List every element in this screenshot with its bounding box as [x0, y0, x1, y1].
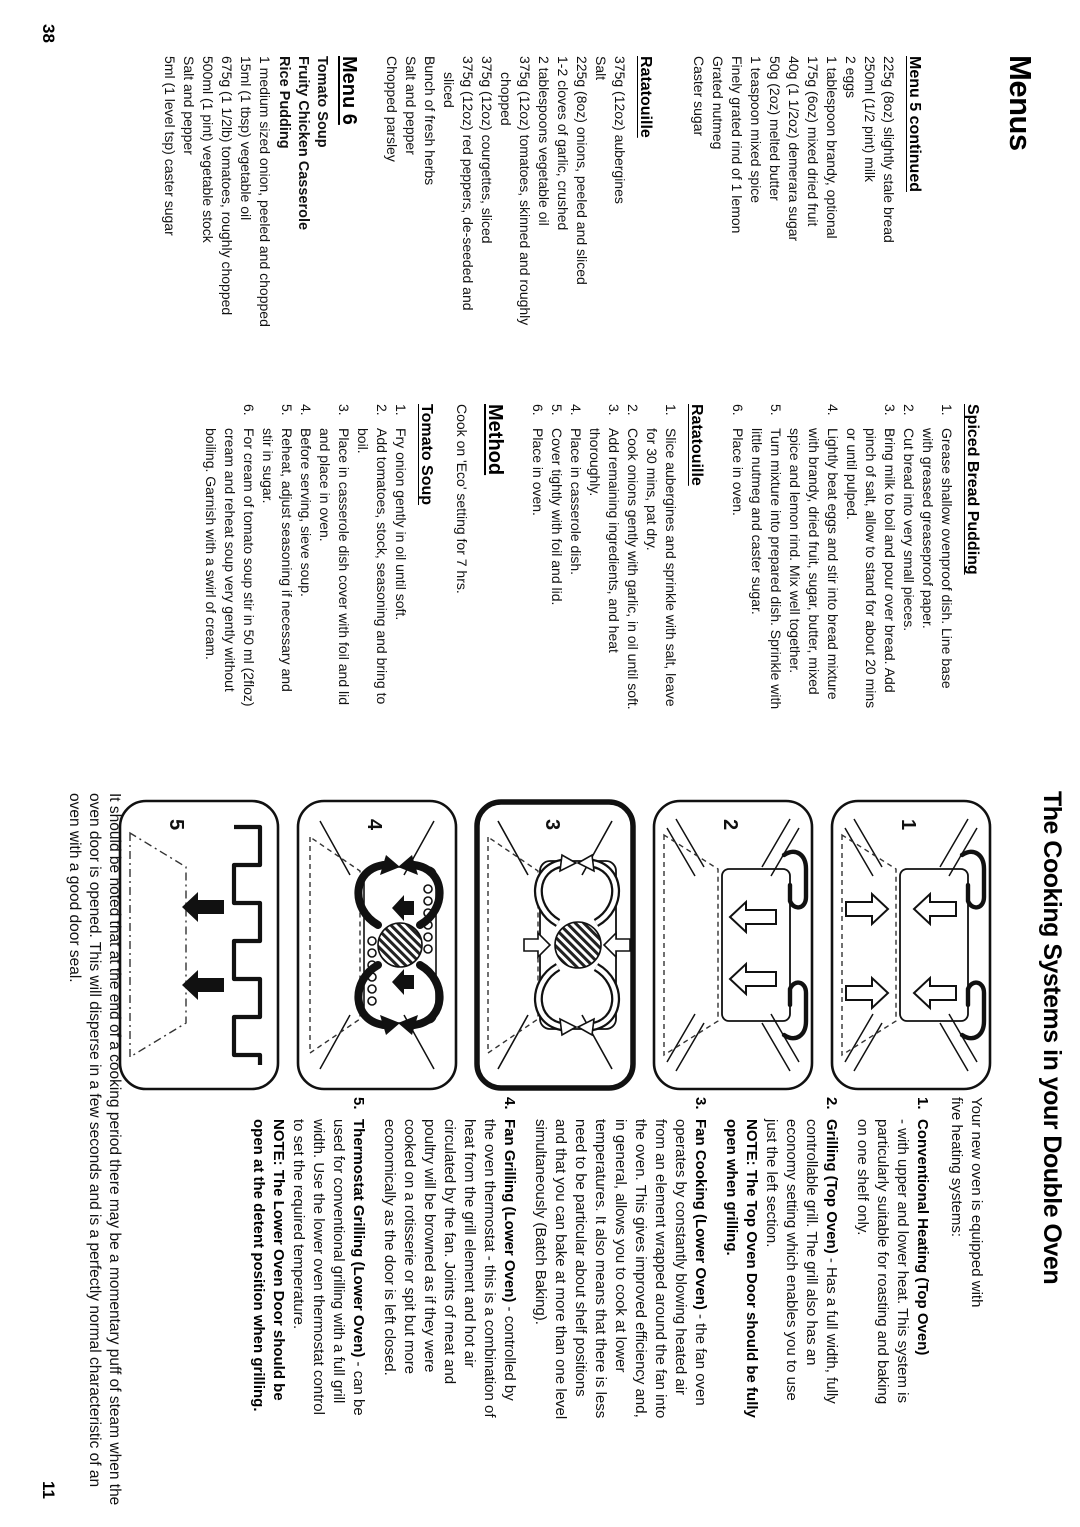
recipe-step: 5. Cover tightly with foil and lid. — [549, 404, 565, 606]
tomato-soup-ingredient-list — [160, 56, 274, 332]
ingredient: 500ml (1 pint) vegetable stock — [200, 56, 216, 243]
diagram-number: 1 — [897, 819, 919, 831]
ingredient: 1 medium sized onion, peeled and chopped — [257, 56, 273, 327]
page-number-11: 11 — [39, 1481, 58, 1499]
ingredient: Caster sugar — [691, 56, 707, 137]
menu5-ingredient-list — [689, 56, 898, 332]
ingredient: 2 tablespoons vegetable oil — [536, 56, 552, 226]
ingredient: Salt — [593, 56, 609, 81]
ingredient: 40g (1 1/2oz) demerara sugar — [786, 56, 802, 242]
fan-icon — [378, 923, 422, 967]
system-thermostat-grilling: 5. Thermostat Grilling (Lower Oven) - can be used for conventional grilling with a full grill width. Use the lower oven thermostat control to set the required temperature. NOTE: The Lower Oven Door should be open at the detent position when grilling. — [250, 1097, 367, 1416]
page-title-menus: Menus — [1003, 55, 1038, 151]
system-fan-grilling: 4. Fan Grilling (Lower Oven) - controlled by the oven thermostat - this is a combination of heat from the grill element and hot air circulated by the fan. Joints of meat and poultry will be browned as if they were cooked on a rotisserie or spit but more economically as the door is left closed. — [381, 1097, 518, 1418]
oven-diagram-conventional-heating — [828, 797, 994, 1093]
ratatouille-method-heading: Ratatouille — [688, 404, 705, 486]
ingredient: 2 eggs — [843, 56, 859, 99]
fan-icon — [555, 922, 601, 968]
page-38-menus — [0, 0, 1080, 763]
spiced-bread-pudding-heading: Spiced Bread Pudding — [964, 404, 981, 575]
oven-diagram-fan-grilling — [294, 797, 460, 1093]
oven-diagram-grilling — [650, 797, 816, 1093]
recipe-step: 2. Add tomatoes, stock, seasoning and bring to boil. — [355, 404, 390, 705]
diagram-number: 4 — [363, 819, 385, 831]
recipe-step: 1. Slice aubergines and sprinkle with salt, leave for 30 mins, pat dry. — [644, 404, 679, 707]
diagram-number: 3 — [541, 819, 563, 831]
ingredient: Bunch of fresh herbs — [422, 56, 438, 186]
oven-diagram-fan-cooking — [472, 797, 638, 1093]
steam-footnote: It should be noted that at the end of a cooking period there may be a momentary puff of steam when the oven door is opened. This will disperse in a few seconds and is a perfectly normal characteristic of an oven with a good door seal. — [66, 793, 123, 1506]
recipe-step: 4. Before serving, sieve soup. — [298, 404, 314, 597]
eco-setting-note: Cook on 'Eco' setting for 7 hrs. — [454, 404, 470, 594]
recipe-step: 2. Cut bread into very small pieces. — [901, 404, 917, 632]
ingredient: 375g (12oz) aubergines — [612, 56, 628, 204]
ingredient: 675g (1 1/2lb) tomatoes, roughly chopped — [219, 56, 235, 316]
method-heading: Method — [484, 404, 506, 476]
recipe-step: 3. Bring milk to boil and pour over bread. Add pinch of salt, allow to stand for about 20 mins or until pulped. — [844, 404, 898, 709]
recipe-step: 4. Place in casserole dish. — [568, 404, 584, 576]
ingredient: 175g (6oz) mixed dried fruit — [805, 56, 821, 227]
ratatouille-steps — [528, 404, 680, 710]
ingredient: 250ml (1/2 pint) milk — [862, 56, 878, 183]
page38-right-column — [201, 404, 982, 710]
recipe-step: 5. Reheat, adjust seasoning if necessary and stir in sugar. — [260, 404, 295, 692]
menu-dish: Tomato Soup — [314, 56, 330, 148]
grilling-icon — [650, 797, 816, 1093]
ingredient: 15ml (1 tbsp) vegetable oil — [238, 56, 254, 221]
ingredient: 1 tablespoon brandy, optional — [824, 56, 840, 239]
page-11-cooking-systems — [0, 763, 1080, 1527]
tomato-soup-method-heading: Tomato Soup — [418, 404, 435, 506]
ingredient: Grated nutmeg — [710, 56, 726, 150]
menu6-dish-list — [274, 56, 331, 332]
conventional-heating-icon — [828, 797, 994, 1093]
heating-systems-list — [237, 1097, 932, 1421]
ingredient: 225g (8oz) onions, peeled and sliced — [574, 56, 590, 285]
diagram-number: 5 — [165, 819, 187, 831]
ingredient: Finely grated rind of 1 lemon — [729, 56, 745, 234]
ingredient: 5ml (1 level tsp) caster sugar — [162, 56, 178, 236]
ratatouille-ingredient-list — [382, 56, 629, 332]
ingredient: Salt and pepper — [181, 56, 197, 155]
recipe-step: 5. Turn mixture into prepared dish. Sprinkle with little nutmeg and caster sugar. — [749, 404, 784, 710]
recipe-step: 6. For cream of tomato soup stir in 50 ml (2floz) cream and reheat soup very gently without boiling. Garnish with a swirl of cream. — [203, 404, 257, 707]
menu6-heading: Menu 6 — [338, 56, 360, 125]
ingredient: 1 teaspoon mixed spice — [748, 56, 764, 204]
system-conventional-heating: 1. Conventional Heating (Top Oven) - with upper and lower heat. This system is particularly suitable for roasting and baking on one shelf only. — [854, 1097, 931, 1405]
thermostat-grilling-icon — [116, 797, 282, 1093]
recipe-step: 1. Fry onion gently in oil until soft. — [393, 404, 409, 621]
recipe-step: 1. Grease shallow ovenproof dish. Line base with greased greaseproof paper. — [920, 404, 955, 689]
intro-text: Your new oven is equipped with five heating systems: — [948, 1097, 985, 1308]
menu-dish: Rice Pudding — [276, 56, 292, 149]
ratatouille-heading: Ratatouille — [637, 56, 654, 138]
recipe-step: 6. Place in oven. — [730, 404, 746, 516]
ingredient: 50g (2oz) melted butter — [767, 56, 783, 201]
ingredient: 375g (12oz) red peppers, de-seeded and sliced — [441, 56, 476, 311]
menu5-continued-heading: Menu 5 continued — [906, 56, 923, 192]
ingredient: 225g (8oz) slightly stale bread — [881, 56, 897, 243]
page-title-cooking-systems: The Cooking Systems in your Double Oven — [1038, 791, 1066, 1285]
ingredient: 1-2 cloves of garlic, crushed — [555, 56, 571, 231]
recipe-step: 4. Lightly beat eggs and stir into bread mixture with brandy, dried fruit, sugar, butter, mixed spice and lemon rind. Mix well together. — [787, 404, 841, 700]
system-fan-cooking: 3. Fan Cooking (Lower Oven) - the fan oven operates by constantly blowing heated air from an element wrapped around the fan into the oven. This gives improved efficiency and, in general, allows you to cook at lower temperatures. It also means that there is less need to be particular about shelf positions and that you can bake at more than one level simultaneously (Batch Baking). — [532, 1097, 709, 1420]
spiced-bread-pudding-steps — [728, 404, 956, 710]
recipe-step: 2. Cook onions gently with garlic, in oil until soft. — [625, 404, 641, 710]
ingredient: 375g (12oz) courgettes, sliced — [479, 56, 495, 244]
oven-diagram-thermostat-grilling — [116, 797, 282, 1093]
recipe-step: 3. Place in casserole dish cover with foil and lid and place in oven. — [317, 404, 352, 706]
recipe-step: 6. Place in oven. — [530, 404, 546, 516]
ingredient: Salt and pepper — [403, 56, 419, 155]
tomato-soup-steps — [201, 404, 410, 710]
fan-grilling-icon — [294, 797, 460, 1093]
oven-diagrams — [104, 797, 994, 1097]
diagram-number: 2 — [719, 819, 741, 831]
ingredient: Chopped parsley — [384, 56, 400, 162]
ingredient: 375g (12oz) tomatoes, skinned and roughly chopped — [498, 56, 533, 326]
menu-dish: Fruity Chicken Casserole — [295, 56, 311, 231]
page-number-38: 38 — [39, 24, 58, 43]
system-grilling: 2. Grilling (Top Oven) - Has a full width, fully controllable grill. The grill also has an economy setting which enables you to use just the left section. NOTE: The Top Oven Door should be fully open when grilling. — [723, 1097, 840, 1418]
page38-left-column — [160, 56, 924, 332]
fan-cooking-icon — [472, 797, 638, 1093]
recipe-step: 3. Add remaining ingredients, and heat thoroughly. — [587, 404, 622, 653]
